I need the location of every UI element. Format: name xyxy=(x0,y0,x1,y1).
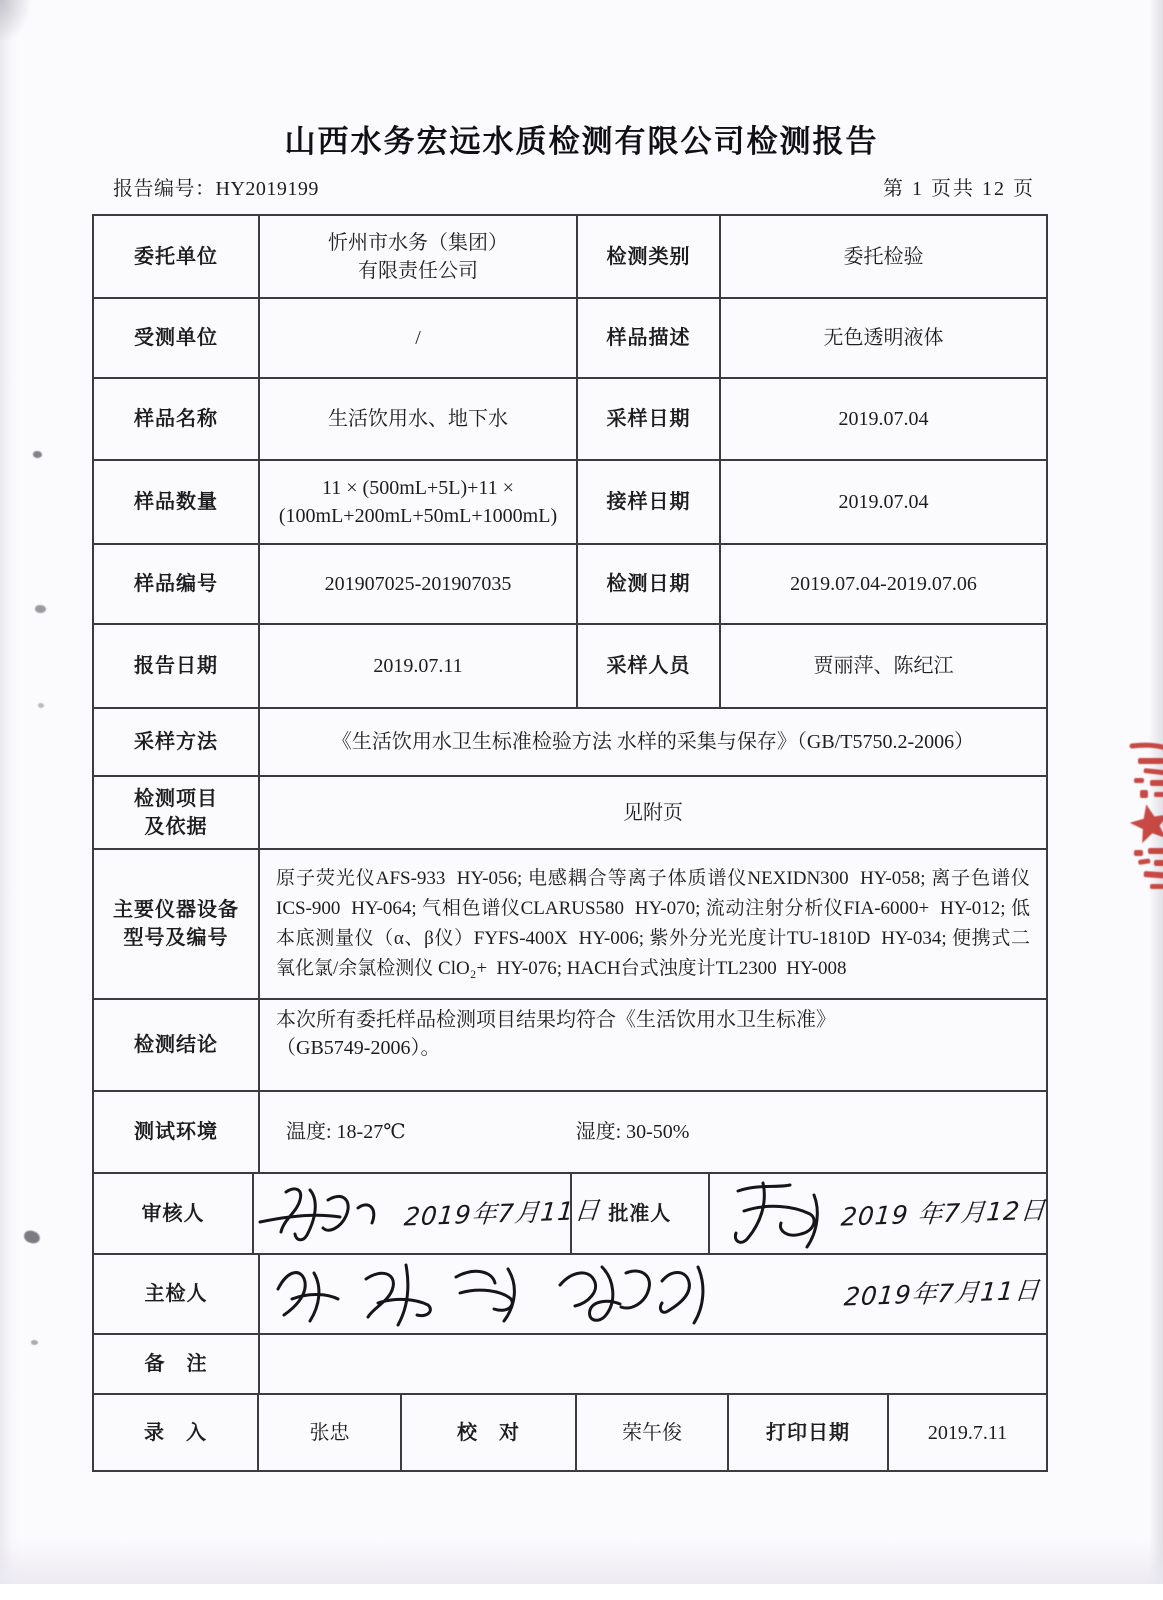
report-meta-row xyxy=(113,172,1035,202)
table-row xyxy=(94,379,1046,461)
receive-date-label: 接样日期 xyxy=(578,461,721,543)
test-date-label: 检测日期 xyxy=(578,545,721,623)
sample-qty-value xyxy=(260,461,578,543)
print-date-label: 打印日期 xyxy=(729,1395,889,1470)
report-date-value: 2019.07.11 xyxy=(260,625,578,707)
report-table xyxy=(92,214,1048,1472)
table-row xyxy=(94,1395,1046,1470)
approver-label: 批准人 xyxy=(572,1174,710,1253)
sample-name-label: 样品名称 xyxy=(94,379,260,459)
humidity-value: 湿度: 30-50% xyxy=(575,1121,690,1143)
scanner-bed-strip xyxy=(0,1584,1163,1600)
conclusion-label: 检测结论 xyxy=(94,1000,260,1090)
tested-unit-value: / xyxy=(260,299,578,377)
report-title: 山西水务宏远水质检测有限公司检测报告 xyxy=(284,124,879,160)
approver-date: 2019 年7月12日 xyxy=(839,1194,1048,1232)
proofread-value: 荣午俊 xyxy=(577,1395,729,1470)
reviewer-date: 2019年7月11日 xyxy=(402,1195,602,1231)
sampling-date-value: 2019.07.04 xyxy=(838,408,929,430)
samplers-label: 采样人员 xyxy=(578,625,721,707)
sample-desc-label: 样品描述 xyxy=(578,299,721,377)
sample-name-value: 生活饮用水、地下水 xyxy=(260,379,578,459)
client-value xyxy=(260,216,578,297)
instruments-value: 原子荧光仪AFS-933 HY-056; 电感耦合等离子体质谱仪NEXIDN300 HY-058; 离子色谱仪ICS-900 HY-064; 气相色谱仪CLARUS580 HY-070; 流动注射分析仪FIA-6000+ HY-012; 低本底测量仪（α、β仪）FYFS-400X HY-006; 紫外分光光度计TU-1810D HY-034; 便携式二氧化氯/余氯检测仪 ClO₂+ HY-076; HACH台式浊度计TL2300 HY-008 xyxy=(276,868,1030,979)
conclusion-line1: 本次所有委托样品检测项目结果均符合《生活饮用水卫生标准》 xyxy=(276,1009,836,1031)
scan-edge-left xyxy=(0,0,20,1600)
client-label: 委托单位 xyxy=(94,216,260,297)
sample-desc-value: 无色透明液体 xyxy=(823,327,944,349)
scan-edge-bottom xyxy=(0,1540,1163,1584)
table-row xyxy=(94,1092,1046,1174)
sample-qty-label: 样品数量 xyxy=(94,461,260,543)
inspector-signatures xyxy=(270,1255,830,1333)
test-type-label: 检测类别 xyxy=(578,216,721,297)
sampling-method-label: 采样方法 xyxy=(94,709,260,775)
table-row xyxy=(94,1174,1046,1255)
reviewer-label: 审核人 xyxy=(94,1174,254,1253)
table-row xyxy=(94,545,1046,625)
environment-label: 测试环境 xyxy=(94,1092,260,1172)
report-number: 报告编号：HY2019199 xyxy=(113,178,319,200)
approver-signature xyxy=(716,1175,841,1253)
sample-no-value: 201907025-201907035 xyxy=(260,545,578,623)
reviewer-signature xyxy=(254,1178,404,1250)
table-row xyxy=(94,850,1046,1000)
scan-artifact xyxy=(38,703,44,708)
proofread-label: 校 对 xyxy=(402,1395,577,1470)
client-value-line1: 忻州市水务（集团） xyxy=(328,231,508,254)
reviewer-signature-cell xyxy=(254,1174,602,1253)
table-row xyxy=(94,1000,1046,1092)
test-date-value: 2019.07.04-2019.07.06 xyxy=(790,573,977,595)
scan-artifact xyxy=(35,605,46,613)
scan-corner-shadow xyxy=(0,0,30,40)
sampling-date-label: 采样日期 xyxy=(578,379,721,459)
sample-qty-line1: 11 × (500mL+5L)+11 × xyxy=(322,477,514,499)
receive-date-value: 2019.07.04 xyxy=(838,491,929,513)
conclusion-line2: （GB5749-2006）。 xyxy=(276,1037,441,1059)
inspector-signature-cell xyxy=(260,1255,1046,1333)
inspector-date: 2019年7月11日 xyxy=(842,1275,1042,1312)
report-date-label: 报告日期 xyxy=(94,625,260,707)
red-seal-stamp xyxy=(1104,738,1163,918)
sampling-method-value: 《生活饮用水卫生标准检验方法 水样的采集与保存》（GB/T5750.2-2006） xyxy=(331,731,975,753)
test-items-label: 检测项目 及依据 xyxy=(94,777,260,848)
table-row xyxy=(94,777,1046,850)
entry-value: 张忠 xyxy=(259,1395,402,1470)
tested-unit-label: 受测单位 xyxy=(94,299,260,377)
samplers-value: 贾丽萍、陈纪江 xyxy=(813,655,954,677)
remarks-label: 备 注 xyxy=(94,1335,260,1393)
inspector-label: 主检人 xyxy=(94,1255,260,1333)
scan-artifact xyxy=(23,1229,42,1245)
scan-artifact xyxy=(33,451,42,458)
approver-signature-cell xyxy=(710,1174,1046,1253)
sample-no-label: 样品编号 xyxy=(94,545,260,623)
scan-artifact xyxy=(31,1340,38,1345)
temperature-value: 温度: 18-27℃ xyxy=(286,1121,406,1143)
conclusion-value xyxy=(260,1000,1046,1090)
environment-value xyxy=(260,1092,1046,1172)
table-row xyxy=(94,1255,1046,1335)
test-items-value: 见附页 xyxy=(623,801,683,824)
entry-label: 录 入 xyxy=(94,1395,259,1470)
instruments-label: 主要仪器设备 型号及编号 xyxy=(94,850,260,998)
print-date-value: 2019.7.11 xyxy=(927,1421,1008,1444)
remarks-value xyxy=(260,1335,1046,1393)
page-indicator: 第 1 页共 12 页 xyxy=(883,178,1035,200)
table-row xyxy=(94,1335,1046,1395)
client-value-line2: 有限责任公司 xyxy=(358,259,478,282)
table-row xyxy=(94,709,1046,777)
test-type-value: 委托检验 xyxy=(843,245,924,268)
table-row xyxy=(94,461,1046,545)
sample-qty-line2: (100mL+200mL+50mL+1000mL) xyxy=(278,505,558,527)
table-row xyxy=(94,625,1046,709)
table-row xyxy=(94,216,1046,299)
table-row xyxy=(94,299,1046,379)
